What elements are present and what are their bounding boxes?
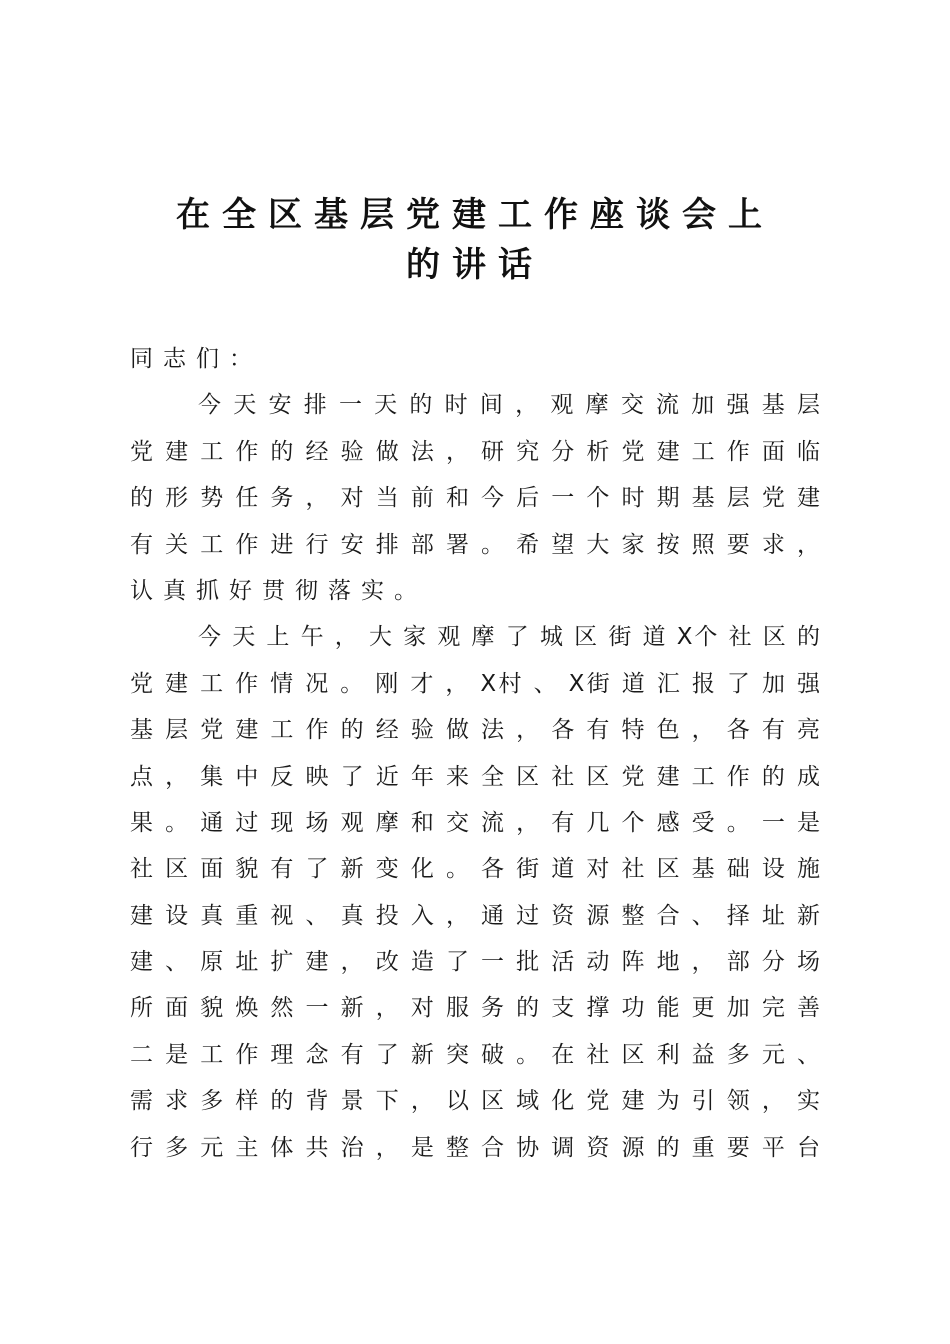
paragraph-line: 需 求 多 样 的 背 景 下 ， 以 区 域 化 党 建 为 引 领 ， 实 xyxy=(130,1088,820,1115)
paragraph-line: 党 建 工 作 的 经 验 做 法 ， 研 究 分 析 党 建 工 作 面 临 xyxy=(130,438,820,465)
title-line-1: 在全区基层党建工作座谈会上 xyxy=(176,195,774,235)
paragraph-line: 有 关 工 作 进 行 安 排 部 署 。 希 望 大 家 按 照 要 求 ， xyxy=(130,531,820,558)
paragraph-line: 的 形 势 任 务 ， 对 当 前 和 今 后 一 个 时 期 基 层 党 建 xyxy=(130,485,820,512)
paragraph-line: 二 是 工 作 理 念 有 了 新 突 破 。 在 社 区 利 益 多 元 、 xyxy=(130,1041,820,1068)
paragraph-line: 今 天 上 午 ， 大 家 观 摩 了 城 区 街 道 X个 社 区 的 xyxy=(198,624,820,651)
document-title xyxy=(130,190,820,290)
document-body xyxy=(130,336,820,1171)
paragraph-line: 党 建 工 作 情 况 。 刚 才 ， X村 、 X街 道 汇 报 了 加 强 xyxy=(130,670,820,697)
paragraph-line: 果 。 通 过 现 场 观 摩 和 交 流 ， 有 几 个 感 受 。 一 是 xyxy=(130,809,820,836)
paragraph-line: 点 ， 集 中 反 映 了 近 年 来 全 区 社 区 党 建 工 作 的 成 xyxy=(130,763,820,790)
paragraph-line: 建 设 真 重 视 、 真 投 入 ， 通 过 资 源 整 合 、 择 址 新 xyxy=(130,902,820,929)
salutation: 同志们： xyxy=(130,346,262,372)
paragraph-line: 社 区 面 貌 有 了 新 变 化 。 各 街 道 对 社 区 基 础 设 施 xyxy=(130,856,820,883)
paragraph-line: 今 天 安 排 一 天 的 时 间 ， 观 摩 交 流 加 强 基 层 xyxy=(198,392,820,419)
title-line-2: 的讲话 xyxy=(406,245,544,285)
paragraph-1 xyxy=(130,382,820,614)
paragraph-line: 建 、 原 址 扩 建 ， 改 造 了 一 批 活 动 阵 地 ， 部 分 场 xyxy=(130,949,820,976)
paragraph-line: 所 面 貌 焕 然 一 新 ， 对 服 务 的 支 撑 功 能 更 加 完 善 xyxy=(130,995,820,1022)
paragraph-line: 基 层 党 建 工 作 的 经 验 做 法 ， 各 有 特 色 ， 各 有 亮 xyxy=(130,717,820,744)
paragraph-line: 行 多 元 主 体 共 治 ， 是 整 合 协 调 资 源 的 重 要 平 台 xyxy=(130,1134,820,1161)
paragraph-2 xyxy=(130,614,820,1171)
paragraph-line: 认真抓好贯彻落实。 xyxy=(130,577,427,604)
